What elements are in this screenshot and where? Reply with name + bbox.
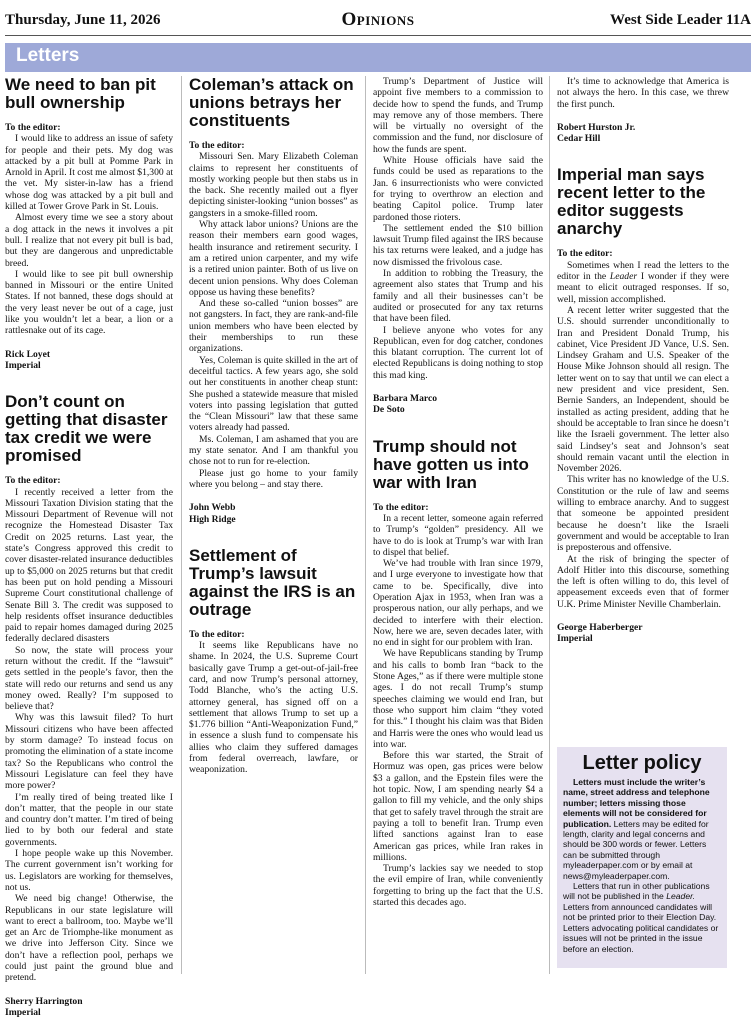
to-the-editor: To the editor: xyxy=(5,122,61,133)
policy-requirement: Letters must include the writer’s name, street address and telephone number; letters missing those elements will not be considered for publication. xyxy=(563,777,710,829)
writer-name: George Haberberger xyxy=(557,621,643,633)
letter-paragraph: We’ve had trouble with Iran since 1979, and I urge everyone to investigate how that came to be. Specifically, dive into Operation Ajax in 1953, when Iran was a prosperous nation, our ally perhaps, and we decided to interfere with their election. Now, here we are, seven decades later, with no end in sight for our problem with Iran. xyxy=(373,558,543,649)
column-rule xyxy=(181,76,182,974)
to-the-editor: To the editor: xyxy=(557,248,613,260)
letter-paragraph: Missouri Sen. Mary Elizabeth Coleman claims to represent her constituents of mostly working people but then stabs us in the back. She recently mailed out a flyer depicting sinister-looking “union bosses” as gangsters in a smoke-filled room. xyxy=(189,151,358,219)
text-run: Sometimes when I read the letters to the editor in the xyxy=(557,259,729,283)
letter-paragraph xyxy=(557,260,729,305)
policy-paragraph xyxy=(563,777,721,881)
column-2 xyxy=(189,76,358,979)
letter-paragraph: White House officials have said the funds could be used as reparations to the Jan. 6 insurrectionists who were convicted for trying to overthrow an election and beating Capitol police. Trump later pardoned those rioters. xyxy=(373,155,543,223)
letter-paragraph: Why attack labor unions? Unions are the reason their members earn good wages, health insurance and retirement security. I am a retired union carpenter, and my wife is a retired union painter. Both of us live on decent union pensions. Why does Coleman oppose us having these benefits? xyxy=(189,219,358,298)
letters-section-bar xyxy=(5,43,751,72)
text-run: I wonder if they were meant to elicit outraged responses. If so, well, mission accomplished. xyxy=(557,271,729,305)
letter-paragraph: I recently received a letter from the Missouri Taxation Division stating that the Missouri Department of Revenue will not recognize the Homestead Disaster Tax Credit on 2025 returns. Last year, the state’s Congress approved this credit to cover disaster-related insurance deductibles up to $5,000 on 2025 returns but that credit has been put on hold pending a Missouri Supreme Court constitutional challenge of Senate Bill 3. The credit was supposed to help residents offset insurance deductibles paid to repair homes damaged during 2025 federally declared disasters xyxy=(5,486,173,645)
writer-town: Imperial xyxy=(5,359,41,371)
section-title: Opinions xyxy=(341,9,415,30)
writer-name: Robert Hurston Jr. xyxy=(557,121,636,133)
letter-headline: Don’t count on getting that disaster tax credit we were promised xyxy=(5,392,168,466)
writer-town: High Ridge xyxy=(189,513,236,525)
letter-paragraph: I’m really tired of being treated like I don’t matter, that the people in our state and country don’t matter. I’m tired of being lied to by both our federal and state governments. xyxy=(5,791,173,848)
writer-name: Barbara Marco xyxy=(373,393,438,405)
letter-paragraph: The settlement ended the $10 billion lawsuit Trump filed against the IRS because his tax returns were leaked, and a judge has now dismissed the frivolous case. xyxy=(373,222,543,268)
letter-paragraph: Why was this lawsuit filed? To hurt Missouri citizens who have been affected by storm damage? To instead focus on promoting the elimination of a state income tax? So the Republicans who control the Missouri Legislature can feel they have more power? xyxy=(5,712,173,792)
to-the-editor: To the editor: xyxy=(189,140,245,151)
letter-policy-box xyxy=(557,747,727,968)
letter-paragraph: At the risk of bringing the specter of Adolf Hitler into this discourse, something the left is often willing to do, this level of appeasement exceeds even that of former U.K. Prime Minister Neville Chamberlain. xyxy=(557,553,729,610)
letter-headline: We need to ban pit bull ownership xyxy=(5,75,156,112)
letter-headline: Imperial man says recent letter to the editor suggests anarchy xyxy=(557,165,706,239)
to-the-editor: To the editor: xyxy=(373,501,429,513)
spacer xyxy=(5,371,173,393)
letter-paragraph: I would like to see pit bull ownership banned in Missouri or the entire United States. If not banned, these dogs should at the very least never be out of a cage, just like you wouldn’t let a bear, a lion or a rattlesnake out of its cage. xyxy=(5,268,173,337)
letter-paragraph: We have Republicans standing by Trump and his calls to bomb Iran “back to the Stone Ages,” as if there were multiple stone ages. I do not recall Trump’s stump speeches claiming we would end Iran, but those who support him claim “they voted for this.” I thought his claim was that Biden and Harris were the ones who would lead us into war. xyxy=(373,648,543,750)
letter-paragraph: It seems like Republicans have no shame. In 2024, the U.S. Supreme Court basically gave Trump a get-out-of-jail-free card, and now Trump’s personal attorney, Todd Blanche, who’s the acting U.S. attorney general, has signed off on a settlement that allows Trump to set up a $1.776 billion “Anti-Weaponization Fund,” in essence a slush fund to compensate his allies who claim they suffered damages from federal overreach, lawfare, or weaponization. xyxy=(189,640,358,776)
letter-paragraph: Before this war started, the Strait of Hormuz was open, gas prices were below $3 a gallon, and the Epstein files were the hot topic. Now, I am spending nearly $4 a gallon to fill my vehicle, and the only ships that get to safely travel through the strait are paying a toll to benefit Iran. Trump even lifted sanctions against Iran to ease American gas prices, while Iran rakes in millions. xyxy=(373,750,543,863)
newspaper-name: Leader xyxy=(609,271,638,283)
spacer xyxy=(373,416,543,438)
writer-name: John Webb xyxy=(189,502,236,514)
text-run: Letters from announced candidates will not be printed prior to their Election Day. Letters advocating political candidates or issues will not be printed in the issue before an election. xyxy=(563,901,719,954)
writer-town: De Soto xyxy=(373,404,405,416)
column-rule xyxy=(365,76,366,974)
letter-paragraph: Please just go home to your family where you belong – and stay there. xyxy=(189,467,358,490)
spacer xyxy=(557,144,729,166)
masthead xyxy=(5,8,751,36)
column-3 xyxy=(373,76,543,979)
letter-paragraph: Yes, Coleman is quite skilled in the art of deceitful tactics. A few years ago, she sold out her constituents in another cheap stunt: She pushed a statewide measure that misled voters into passing legislation that gutted the “Clean Missouri” law that these same voters already had passed. xyxy=(189,354,358,434)
letter-signature xyxy=(5,349,173,372)
policy-paragraph xyxy=(563,881,721,954)
to-the-editor: To the editor: xyxy=(189,628,245,640)
column-rule xyxy=(549,76,550,974)
column-1 xyxy=(5,75,173,1018)
writer-town: Cedar Hill xyxy=(557,133,601,145)
writer-town: Imperial xyxy=(557,633,593,645)
writer-name: Sherry Harrington xyxy=(5,995,83,1007)
letter-paragraph: In a recent letter, someone again referred to Trump’s “golden” presidency. All we have to do is look at Trump’s war with Iran to dispel that belief. xyxy=(373,512,543,558)
writer-name: Rick Loyet xyxy=(5,348,51,360)
letter-policy-title: Letter policy xyxy=(582,752,702,774)
newspaper-name: Leader. xyxy=(666,891,696,902)
letter-paragraph: I hope people wake up this November. The current government isn’t working for us. Legislators are working for themselves, not us. xyxy=(5,848,173,893)
letter-paragraph: Trump’s lackies say we needed to stop the evil empire of Iran, while conveniently forgetting to bring up the fact that the U.S. started this decades ago. xyxy=(373,863,543,908)
letter-headline: Settlement of Trump’s lawsuit against the IRS is an outrage xyxy=(189,545,356,619)
letter-paragraph: It’s time to acknowledge that America is not always the hero. In this case, we threw the first punch. xyxy=(557,76,729,110)
letter-paragraph: A recent letter writer suggested that the U.S. should surrender unconditionally to Iran and President Donald Trump, his cabinet, Vice President JD Vance, U.S. Sen. Lindsey Graham and U.S. Speaker of the House Mike Johnson should all resign. The letter went on to say that until we can elect a new president and vice president, Sen. Bernie Sanders, an Independent, should be installed as acting president, adding that he should be acceptable to Iran since he doesn’t like the Israeli government. The letter also said Lindsey’s seat and Johnson’s seat should remain vacant until the election in November 2026. xyxy=(557,304,729,475)
letter-signature xyxy=(189,502,358,525)
letter-paragraph: In addition to robbing the Treasury, the agreement also states that Trump and his family and all their businesses can’t be audited or prosecuted for any tax returns that have been filed. xyxy=(373,268,543,325)
letter-paragraph: This writer has no knowledge of the U.S. Constitution or the rule of law and seems willing to embrace anarchy. And to suggest that someone be appointed president because he doesn’t like the Israeli government and would be acceptable to Iran is preposterous and offensive. xyxy=(557,474,729,554)
letter-signature xyxy=(5,996,173,1018)
letter-paragraph: So now, the state will process your return without the credit. If the “lawsuit” gets settled in the people’s favor, then the state will redo our returns and send us any money owed. Really? I’m supposed to believe that? xyxy=(5,644,173,713)
letter-paragraph: I believe anyone who votes for any Republican, even for dog catcher, condones this blatant corruption. The current lot of elected Republicans is doing nothing to stop this mad king. xyxy=(373,324,543,381)
letter-headline: Coleman’s attack on unions betrays her constituents xyxy=(189,75,354,130)
letter-paragraph: We need big change! Otherwise, the Republicans in our state legislature will want to erect a ballroom, too. Maybe we’ll get an Arc de Triomphe-like monument as we drive into Jefferson City. Since we don’t have a reflection pool, perhaps we could just paint the ground blue and pretend. xyxy=(5,893,173,984)
letter-signature xyxy=(373,393,543,416)
letter-paragraph: Ms. Coleman, I am ashamed that you are my state senator. And I am thankful you chose not to run for re-election. xyxy=(189,433,358,468)
letter-paragraph: I would like to address an issue of safety for people and their pets. My dog was attacked by a pit bull at Pomme Park in Arnold in April. It cost me almost $1,300 at the vet. My sister-in-law has a friend whose dog was attacked by a pit bull and killed at Tower Grove Park in St. Louis. xyxy=(5,133,173,213)
paper-name-page: West Side Leader 11A xyxy=(610,12,751,28)
to-the-editor: To the editor: xyxy=(5,475,61,487)
letter-headline: Trump should not have gotten us into war with Iran xyxy=(373,436,529,492)
letter-paragraph: Almost every time we see a story about a dog attack in the news it involves a pit bull. I realize that not every pit bull is bad, but they are dangerous and unpredictable breed. xyxy=(5,212,173,269)
letter-paragraph: And these so-called “union bosses” are not gangsters. In fact, they are rank-and-file union members who have been elected by their memberships to run these organizations. xyxy=(189,298,358,355)
letters-section-label: Letters xyxy=(16,45,80,66)
text-run: Letters may be edited for length, clarity and legal concerns and should be 300 words or fewer. Letters can be submitted through myleaderpaper.com or by email at news@myleaderpaper.com. xyxy=(563,818,709,881)
writer-town: Imperial xyxy=(5,1006,41,1018)
spacer xyxy=(189,525,358,547)
text-run: Letters that run in other publications will not be published in the xyxy=(563,881,710,902)
letter-signature xyxy=(557,622,729,645)
issue-date: Thursday, June 11, 2026 xyxy=(5,12,161,28)
letter-paragraph: Trump’s Department of Justice will appoint five members to a commission to decide how to spend the funds, and Trump may remove any of those members. There will be virtually no oversight of the commission and the fund, nor disclosure of how the funds are spent. xyxy=(373,76,543,155)
letter-signature xyxy=(557,122,729,145)
